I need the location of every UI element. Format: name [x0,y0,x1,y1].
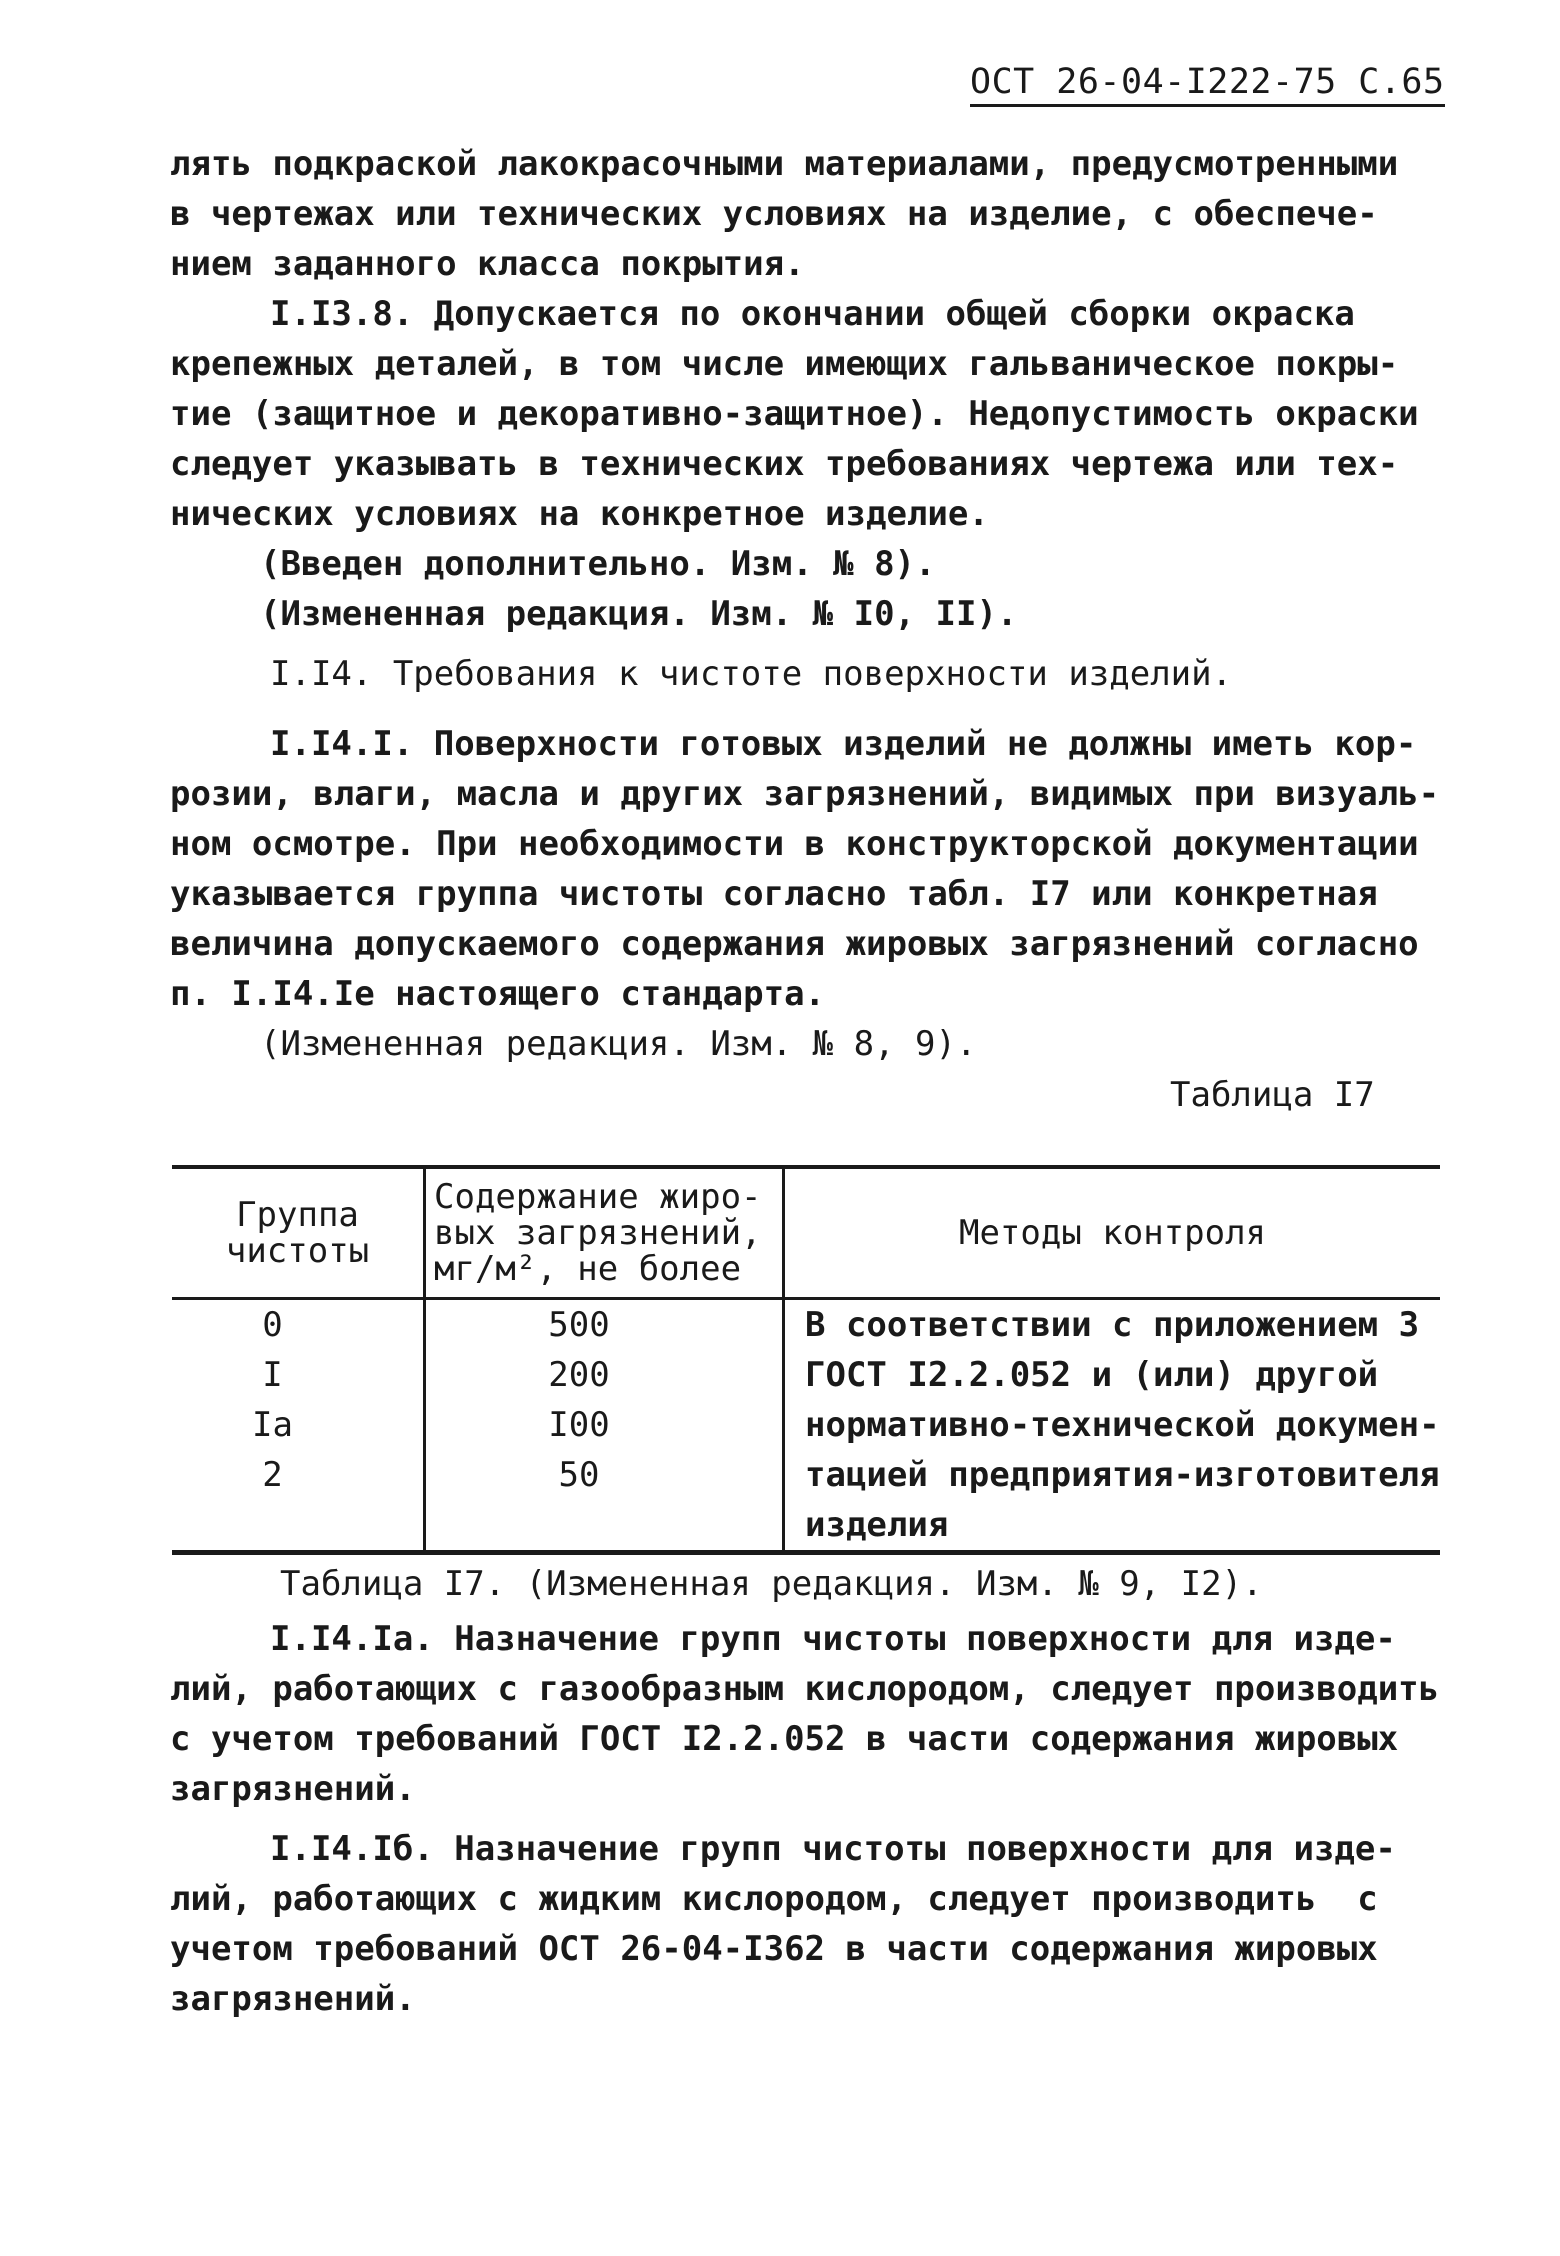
paragraph-1-14-1-line: п. I.I4.Iе настоящего стандарта. [170,974,826,1014]
paragraph-1-13-8-line: тие (защитное и декоративно-защитное). Недопустимость окраски [170,394,1419,434]
table-caption: Таблица I7 [1170,1075,1375,1115]
paragraph-1-13-8-line: I.I3.8. Допускается по окончании общей сборки окраска [270,294,1355,334]
paragraph-1-14-1-line: I.I4.I. Поверхности готовых изделий не должны иметь кор- [270,724,1417,764]
paragraph-1-13-8-line: нических условиях на конкретное изделие. [170,494,989,534]
column-header-methods: Методы контроля [784,1167,1441,1299]
table-cell: 0 [262,1305,283,1345]
content-column [425,1299,784,1553]
table-cell: I00 [548,1405,610,1445]
table-cell: I [262,1355,283,1395]
group-column [172,1299,425,1553]
paragraph-1-14-1b-line: загрязнений. [170,1979,416,2019]
paragraph-1-14-1-line: розии, влаги, масла и других загрязнений, видимых при визуаль- [170,774,1440,814]
table-cell: В соответствии с приложением 3 [805,1305,1420,1345]
text-line: нием заданного класса покрытия. [170,244,805,284]
table-cell: 2 [262,1455,283,1495]
section-heading: I.I4. Требования к чистоте поверхности изделий. [270,654,1233,694]
paragraph-1-13-8-line: следует указывать в технических требованиях чертежа или тех- [170,444,1399,484]
column-header-content: Содержание жиро- вых загрязнений, мг/м², не более [425,1167,784,1299]
table-cell: нормативно-технической докумен- [805,1405,1440,1445]
page-header: ОСТ 26-04-I222-75 С.65 [970,62,1445,107]
paragraph-1-14-1a-line: I.I4.Iа. Назначение групп чистоты поверхности для изде- [270,1619,1396,1659]
paragraph-1-13-8-line: крепежных деталей, в том числе имеющих гальваническое покры- [170,344,1399,384]
paragraph-1-14-1-line: величина допускаемого содержания жировых загрязнений согласно [170,924,1419,964]
paragraph-1-14-1b-line: учетом требований ОСТ 26-04-I362 в части содержания жировых [170,1929,1378,1969]
amendment-note: (Измененная редакция. Изм. № I0, II). [260,594,1018,634]
column-header-group: Группа чистоты [172,1167,425,1299]
table-cell: изделия [805,1505,949,1545]
paragraph-1-14-1a-line: лий, работающих с газообразным кислородом, следует производить [170,1669,1440,1709]
paragraph-1-14-1-line: указывается группа чистоты согласно табл. I7 или конкретная [170,874,1378,914]
amendment-note: (Введен дополнительно. Изм. № 8). [260,544,936,584]
methods-column [784,1299,1441,1553]
table-cell: тацией предприятия-изготовителя [805,1455,1440,1495]
table-cell: Iа [252,1405,293,1445]
table-17 [172,1165,1440,1555]
paragraph-1-14-1b-line: I.I4.Iб. Назначение групп чистоты поверхности для изде- [270,1829,1396,1869]
paragraph-1-14-1a-line: загрязнений. [170,1769,416,1809]
table-cell: 200 [548,1355,610,1395]
paragraph-1-14-1b-line: лий, работающих с жидким кислородом, следует производить с [170,1879,1378,1919]
paragraph-1-14-1-line: ном осмотре. При необходимости в конструкторской документации [170,824,1419,864]
table-cell: 50 [558,1455,600,1495]
table-cell: ГОСТ I2.2.052 и (или) другой [805,1355,1379,1395]
text-line: в чертежах или технических условиях на изделие, с обеспече- [170,194,1378,234]
table-cell: 500 [548,1305,610,1345]
text-line: лять подкраской лакокрасочными материалами, предусмотренными [170,144,1399,184]
table-amendment-note: Таблица I7. (Измененная редакция. Изм. № 9, I2). [280,1564,1263,1604]
paragraph-1-14-1a-line: с учетом требований ГОСТ I2.2.052 в части содержания жировых [170,1719,1399,1759]
amendment-note: (Измененная редакция. Изм. № 8, 9). [260,1024,977,1064]
